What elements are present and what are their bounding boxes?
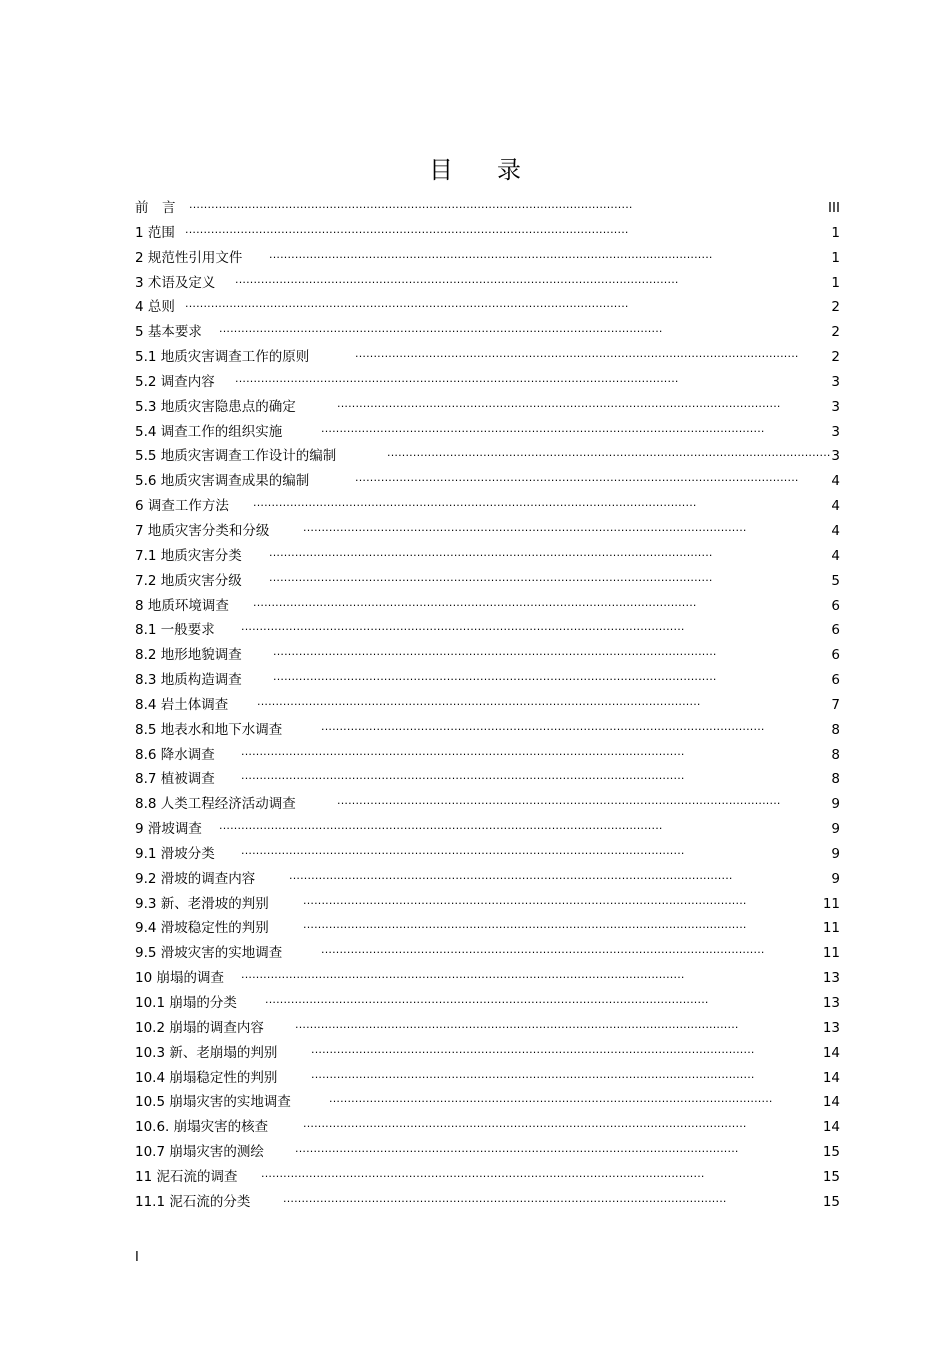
toc-entry-page-number: 1 <box>831 249 840 266</box>
toc-dot-leader: ........................................................................................................................ <box>387 446 831 460</box>
toc-entry-page-number: 3 <box>831 448 840 465</box>
footer-page-number: I <box>135 1250 139 1265</box>
toc-dot-leader: ........................................................................................................................ <box>185 222 629 236</box>
toc-entry-page-number: 11 <box>822 945 840 962</box>
title-char-left: 目 <box>429 156 453 184</box>
toc-dot-leader: ........................................................................................................................ <box>303 893 747 907</box>
toc-entry-page-number: 6 <box>831 622 840 639</box>
toc-dot-leader: ........................................................................................................................ <box>269 545 713 559</box>
toc-entry-page-number: 14 <box>822 1069 840 1086</box>
toc-entry-title: 8 地质环境调查 <box>135 597 229 614</box>
toc-entry-title: 5.2 调查内容 <box>135 373 215 390</box>
toc-entry-page-number: 14 <box>822 1119 840 1136</box>
toc-entry-title: 8.6 降水调查 <box>135 746 215 763</box>
toc-entry-page-number: 8 <box>831 721 840 738</box>
toc-dot-leader: ........................................................................................................................ <box>273 670 717 684</box>
toc-entry-title: 4 总则 <box>135 299 175 316</box>
toc-entry-title: 9 滑坡调查 <box>135 821 202 838</box>
toc-dot-leader: ........................................................................................................................ <box>321 943 765 957</box>
toc-entry-title: 5.5 地质灾害调查工作设计的编制 <box>135 448 337 465</box>
toc-entry-title: 9.5 滑坡灾害的实地调查 <box>135 945 283 962</box>
toc-dot-leader: ........................................................................................................................ <box>241 620 685 634</box>
toc-entry-page-number: 14 <box>822 1044 840 1061</box>
toc-entry-title: 8.1 一般要求 <box>135 622 215 639</box>
toc-dot-leader: ........................................................................................................................ <box>241 843 685 857</box>
toc-dot-leader: ........................................................................................................................ <box>337 396 781 410</box>
toc-entry-title: 5.3 地质灾害隐患点的确定 <box>135 398 296 415</box>
toc-dot-leader: ........................................................................................................................ <box>189 198 633 211</box>
toc-dot-leader: ........................................................................................................................ <box>303 918 747 932</box>
toc-entry-title: 10.7 崩塌灾害的测绘 <box>135 1144 264 1161</box>
toc-dot-leader: ........................................................................................................................ <box>261 1166 705 1180</box>
toc-entry-title: 7.2 地质灾害分级 <box>135 572 242 589</box>
toc-dot-leader: ........................................................................................................................ <box>321 421 765 435</box>
toc-dot-leader: ........................................................................................................................ <box>257 694 701 708</box>
toc-entry-page-number: 6 <box>831 672 840 689</box>
toc-dot-leader: ........................................................................................................................ <box>269 247 713 261</box>
toc-entry-title: 8.5 地表水和地下水调查 <box>135 721 283 738</box>
toc-entry-title: 7 地质灾害分类和分级 <box>135 522 270 539</box>
toc-entry-title: 5 基本要求 <box>135 324 202 341</box>
toc-entry-page-number: 15 <box>822 1144 840 1161</box>
toc-entry-page-number: 14 <box>822 1094 840 1111</box>
toc-entry-title: 8.4 岩土体调查 <box>135 696 229 713</box>
toc-entry-page-number: 9 <box>831 796 840 813</box>
toc-entry-title: 10.3 新、老崩塌的判别 <box>135 1044 278 1061</box>
toc-entry-page-number: 9 <box>831 821 840 838</box>
toc-dot-leader: ........................................................................................................................ <box>241 744 685 758</box>
toc-dot-leader: ........................................................................................................................ <box>241 968 685 982</box>
toc-entry-page-number: 9 <box>831 870 840 887</box>
toc-entry-page-number: 11 <box>822 895 840 912</box>
toc-entry-page-number: 4 <box>831 522 840 539</box>
toc-entry-title: 11.1 泥石流的分类 <box>135 1193 251 1210</box>
toc-dot-leader: ........................................................................................................................ <box>311 1042 755 1056</box>
toc-entry-title: 11 泥石流的调查 <box>135 1168 238 1185</box>
toc-entry-page-number: 3 <box>831 373 840 390</box>
toc-dot-leader: ........................................................................................................................ <box>311 1067 755 1081</box>
toc-entry-title: 10 崩塌的调查 <box>135 970 224 987</box>
toc-dot-leader: ........................................................................................................................ <box>303 520 747 534</box>
toc-entry-title: 2 规范性引用文件 <box>135 249 243 266</box>
toc-entry-title: 9.3 新、老滑坡的判别 <box>135 895 269 912</box>
table-of-contents <box>135 196 840 1215</box>
toc-dot-leader: ........................................................................................................................ <box>295 1142 739 1156</box>
toc-entry-title: 1 范围 <box>135 224 175 241</box>
toc-dot-leader: ........................................................................................................................ <box>283 1191 727 1205</box>
toc-entry-title: 前 言 <box>135 200 176 216</box>
toc-entry-page-number: 5 <box>831 572 840 589</box>
toc-dot-leader: ........................................................................................................................ <box>273 645 717 659</box>
toc-entry-page-number: III <box>828 200 840 216</box>
toc-dot-leader: ........................................................................................................................ <box>303 1117 747 1131</box>
toc-entry-title: 10.1 崩塌的分类 <box>135 995 237 1011</box>
toc-dot-leader: ........................................................................................................................ <box>241 769 685 783</box>
toc-dot-leader: ........................................................................................................................ <box>295 1017 739 1031</box>
toc-entry-page-number: 7 <box>831 696 840 713</box>
toc-entry-page-number: 8 <box>831 746 840 763</box>
toc-entry-page-number: 15 <box>822 1168 840 1185</box>
toc-entry-title: 10.6. 崩塌灾害的核查 <box>135 1119 269 1136</box>
toc-entry-page-number: 13 <box>822 995 840 1011</box>
page-title <box>0 152 950 188</box>
toc-dot-leader: ........................................................................................................................ <box>253 496 697 510</box>
toc-dot-leader: ........................................................................................................................ <box>355 471 799 485</box>
toc-entry-title: 5.4 调查工作的组织实施 <box>135 423 283 440</box>
toc-entry-page-number: 1 <box>831 274 840 291</box>
toc-entry-title: 7.1 地质灾害分类 <box>135 547 242 564</box>
toc-entry-page-number: 4 <box>831 498 840 515</box>
toc-entry-title: 5.1 地质灾害调查工作的原则 <box>135 349 310 366</box>
toc-dot-leader: ........................................................................................................................ <box>269 570 713 584</box>
toc-entry-page-number: 6 <box>831 597 840 614</box>
toc-dot-leader: ........................................................................................................................ <box>253 595 697 609</box>
toc-dot-leader: ........................................................................................................................ <box>219 322 663 336</box>
title-char-right: 录 <box>497 156 521 184</box>
toc-dot-leader: ........................................................................................................................ <box>235 371 679 385</box>
toc-entry-title: 8.7 植被调查 <box>135 771 215 788</box>
toc-entry-title: 9.2 滑坡的调查内容 <box>135 870 256 887</box>
toc-entry-page-number: 3 <box>831 423 840 440</box>
toc-entry-title: 5.6 地质灾害调查成果的编制 <box>135 473 310 490</box>
toc-entry-page-number: 1 <box>831 224 840 241</box>
toc-entry-page-number: 2 <box>831 349 840 366</box>
toc-entry-title: 10.4 崩塌稳定性的判别 <box>135 1069 278 1086</box>
toc-dot-leader: ........................................................................................................................ <box>321 719 765 733</box>
toc-entry-page-number: 13 <box>822 970 840 987</box>
toc-entry-page-number: 2 <box>831 299 840 316</box>
toc-dot-leader: ........................................................................................................................ <box>337 794 781 808</box>
toc-entry-page-number: 6 <box>831 647 840 664</box>
toc-entry-title: 9.4 滑坡稳定性的判别 <box>135 920 269 937</box>
toc-dot-leader: ........................................................................................................................ <box>235 272 679 286</box>
toc-entry[interactable] <box>135 1190 840 1215</box>
toc-entry-page-number: 15 <box>822 1193 840 1210</box>
toc-entry-title: 3 术语及定义 <box>135 274 216 291</box>
toc-entry-title: 10.5 崩塌灾害的实地调查 <box>135 1094 291 1111</box>
toc-entry-title: 8.3 地质构造调查 <box>135 672 242 689</box>
toc-dot-leader: ........................................................................................................................ <box>265 993 709 1006</box>
toc-entry-page-number: 2 <box>831 324 840 341</box>
toc-entry-title: 8.8 人类工程经济活动调查 <box>135 796 296 813</box>
toc-entry-page-number: 4 <box>831 473 840 490</box>
toc-dot-leader: ........................................................................................................................ <box>355 347 799 361</box>
toc-dot-leader: ........................................................................................................................ <box>219 819 663 833</box>
toc-entry-page-number: 4 <box>831 547 840 564</box>
toc-entry-page-number: 8 <box>831 771 840 788</box>
toc-dot-leader: ........................................................................................................................ <box>185 297 629 311</box>
toc-entry-page-number: 11 <box>822 920 840 937</box>
toc-dot-leader: ........................................................................................................................ <box>329 1092 773 1106</box>
toc-entry-page-number: 9 <box>831 845 840 862</box>
toc-entry-page-number: 3 <box>831 398 840 415</box>
toc-entry-title: 8.2 地形地貌调查 <box>135 647 242 664</box>
toc-entry-title: 9.1 滑坡分类 <box>135 845 215 862</box>
toc-entry-title: 10.2 崩塌的调查内容 <box>135 1019 264 1036</box>
toc-entry-title: 6 调查工作方法 <box>135 498 229 515</box>
toc-entry-page-number: 13 <box>822 1019 840 1036</box>
toc-dot-leader: ........................................................................................................................ <box>289 868 733 882</box>
